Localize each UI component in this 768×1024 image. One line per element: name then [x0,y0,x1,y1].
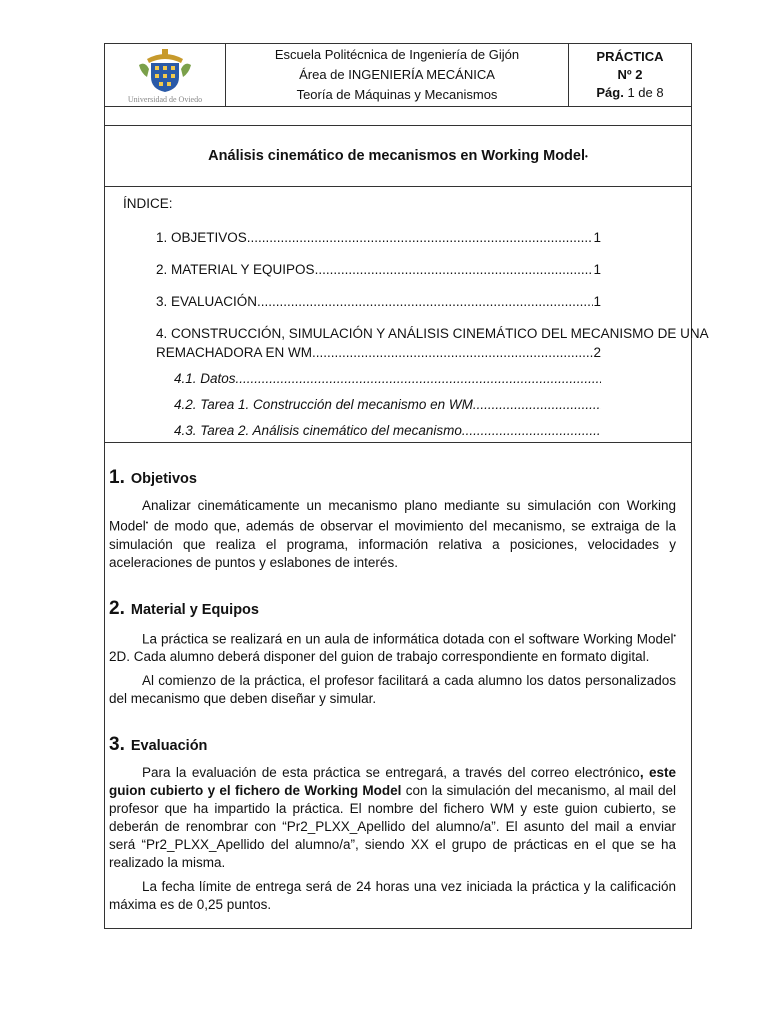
section-heading [109,734,676,756]
practice-number: Nº 2 [617,67,643,82]
toc-item-page: 2 [593,345,601,360]
table-of-contents [105,187,709,443]
paragraph: Al comienzo de la práctica, el profesor facilitará a cada alumno los datos personalizados del mecanismo que deben diseñar y simular. [109,673,676,706]
toc-item-page: 1 [593,294,601,309]
toc-item-text: 1. OBJETIVOS [156,230,247,245]
toc-item-text: 2. MATERIAL Y EQUIPOS [156,262,315,277]
title-text: Análisis cinemático de mecanismos en Working Model [208,148,586,164]
toc-item-page: 1 [593,230,601,245]
paragraph: La práctica se realizará en un aula de informática dotada con el software Working Model• 2D. Cada alumno deberá disponer del guion de trabajo correspondiente en formato digital. [109,631,676,664]
toc-subitem-text: 4.3. Tarea 2. Análisis cinemático del mecanismo [174,423,462,438]
section-title: Objetivos [130,471,197,487]
spacer-row [105,107,691,126]
section-title: Material y Equipos [130,601,259,618]
page-label: Pág. [596,85,624,100]
toc-subitem[interactable] [174,369,601,388]
area-name: Área de INGENIERÍA MECÁNICA [299,67,495,82]
section-heading [109,598,676,620]
crest-icon [133,47,197,93]
section-number: 3. [109,734,125,755]
document-body [105,467,691,928]
section-title: Evaluación [130,738,208,754]
section-number: 2. [109,597,125,619]
school-name: Escuela Politécnica de Ingeniería de Gijón [274,47,520,62]
toc-item-text-line2: REMACHADORA EN WM [156,345,313,360]
header-right [569,44,691,106]
paragraph: Analizar cinemáticamente un mecanismo plano mediante su simulación con Working Model• de modo que, además de observar el movimiento del mecanismo, se extraiga de la simulación que realiza el programa, información relativa a posiciones, velocidades y aceleraciones de puntos y eslabones de interés. [109,498,676,570]
header-center [226,44,569,106]
doc-type: PRÁCTICA [596,49,664,64]
toc-item[interactable] [156,292,601,311]
university-logo [105,44,226,106]
toc-subitem-text: 4.1. Datos [174,371,236,386]
toc-subitems [174,369,601,440]
title-mark: • [585,151,588,161]
section-heading [109,467,676,489]
paragraph: La fecha límite de entrega será de 24 horas una vez iniciada la práctica y la calificación máxima es de 0,25 puntos. [109,879,676,912]
toc-subitem[interactable] [174,421,601,440]
toc-item-text-line1: 4. CONSTRUCCIÓN, SIMULACIÓN Y ANÁLISIS CINEMÁTICO DEL MECANISMO DE UNA [156,326,709,341]
subject-name: Teoría de Máquinas y Mecanismos [296,87,498,102]
toc-item[interactable] [156,324,709,362]
paragraph: Para la evaluación de esta práctica se entregará, a través del correo electrónico, este guion cubierto y el fichero de Working Model con la simulación del mecanismo, al mail del profesor que ha impartido la práctica. El nombre del fichero WM y este guion cubierto, se deberán de renombrar con “Pr2_PLXX_Apellido del alumno/a”. El asunto del mail a enviar será “Pr2_PLXX_Apellido del alumno/a”, siendo XX el grupo de prácticas en el que se ha realizado la misma. [109,765,676,870]
document-title [105,126,691,187]
toc-item-page: 1 [593,262,601,277]
toc-subitem-text: 4.2. Tarea 1. Construcción del mecanismo en WM [174,397,473,412]
header-table [105,44,691,107]
page-indicator [596,84,663,102]
document-page [104,43,709,929]
toc-item[interactable] [156,228,601,247]
page-value: 1 de 8 [627,85,664,100]
section-number: 1. [109,467,125,488]
toc-heading: ÍNDICE: [123,196,173,211]
toc-subitem[interactable] [174,395,601,414]
toc-item[interactable] [156,260,601,279]
university-name: Universidad de Oviedo [127,94,203,104]
toc-item-text: 3. EVALUACIÓN [156,294,258,309]
